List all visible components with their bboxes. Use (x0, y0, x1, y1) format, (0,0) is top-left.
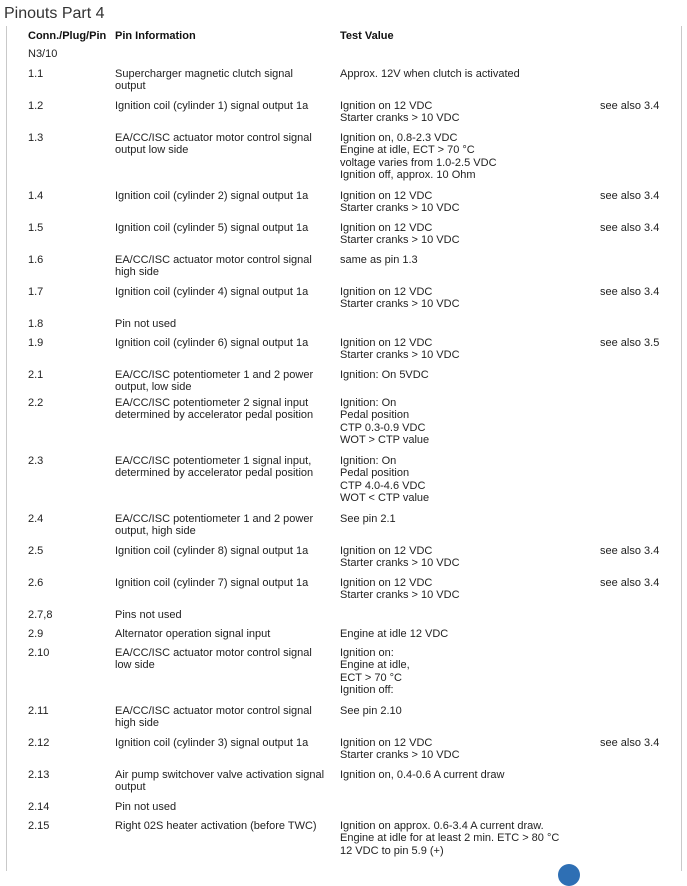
see-also-reference: see also 3.4 (600, 545, 660, 557)
column-header-pin: Conn./Plug/Pin (28, 30, 107, 42)
test-value-line: Ignition off, approx. 10 Ohm (340, 169, 476, 182)
scroll-to-top-button[interactable] (558, 864, 580, 886)
pin-number: 1.2 (28, 100, 44, 112)
test-value-line: Ignition on 12 VDC (340, 100, 433, 112)
test-value-line: Starter cranks > 10 VDC (340, 202, 460, 215)
pin-information (115, 820, 335, 832)
test-value (340, 100, 598, 125)
pin-information (115, 801, 335, 813)
test-value-line: Starter cranks > 10 VDC (340, 234, 460, 247)
pin-number: 2.10 (28, 647, 50, 659)
pin-information-line: determined by accelerator pedal position (115, 409, 314, 422)
pin-information-line: Ignition coil (cylinder 6) signal output 1a (115, 337, 309, 349)
pin-information-line: output (115, 781, 146, 794)
pin-information-line: Ignition coil (cylinder 8) signal output 1a (115, 545, 309, 557)
pin-number: 2.15 (28, 820, 50, 832)
test-value-line: Ignition: On (340, 455, 397, 467)
pin-information (115, 647, 335, 672)
pin-number: 1.6 (28, 254, 44, 266)
pin-information-line: EA/CC/ISC potentiometer 2 signal input (115, 397, 309, 409)
pin-information-line: EA/CC/ISC potentiometer 1 and 2 power (115, 369, 314, 381)
test-value-line: ECT > 70 °C (340, 671, 402, 684)
test-value (340, 628, 598, 640)
pin-information-line: Air pump switchover valve activation signal (115, 769, 325, 781)
pin-information-line: high side (115, 266, 160, 279)
test-value-line: WOT < CTP value (340, 492, 430, 505)
test-value (340, 222, 598, 247)
pin-number: 2.2 (28, 397, 44, 409)
test-value-line: Ignition on 12 VDC (340, 222, 433, 234)
pin-information-line: output, high side (115, 525, 196, 538)
test-value (340, 769, 598, 781)
test-value-line: Engine at idle 12 VDC (340, 628, 449, 640)
test-value-line: Starter cranks > 10 VDC (340, 298, 460, 311)
test-value-line: Starter cranks > 10 VDC (340, 112, 460, 125)
pin-information-line: Ignition coil (cylinder 2) signal output 1a (115, 190, 309, 202)
test-value (340, 647, 598, 697)
pin-information-line: Ignition coil (cylinder 5) signal output 1a (115, 222, 309, 234)
pin-information (115, 318, 335, 330)
connector-label: N3/10 (28, 48, 58, 60)
column-header-info: Pin Information (115, 30, 196, 42)
test-value-line: Ignition on 12 VDC (340, 545, 433, 557)
pin-information-line: Pins not used (115, 609, 182, 621)
test-value (340, 254, 598, 266)
pin-information-line: high side (115, 717, 160, 730)
pin-information-line: EA/CC/ISC actuator motor control signal (115, 647, 312, 659)
pin-information-line: Ignition coil (cylinder 4) signal output 1a (115, 286, 309, 298)
pin-information-line: Alternator operation signal input (115, 628, 271, 640)
pin-information-line: low side (115, 659, 155, 672)
pin-information (115, 222, 335, 234)
pin-information (115, 628, 335, 640)
pin-number: 1.8 (28, 318, 44, 330)
see-also-reference: see also 3.4 (600, 286, 660, 298)
pin-information (115, 190, 335, 202)
pin-number: 2.11 (28, 705, 49, 717)
test-value-line: Pedal position (340, 467, 410, 480)
test-value-line: CTP 4.0-4.6 VDC (340, 479, 426, 492)
test-value-line: 12 VDC to pin 5.9 (+) (340, 844, 444, 857)
test-value-line: Ignition: On (340, 397, 397, 409)
pin-information-line: EA/CC/ISC potentiometer 1 signal input, (115, 455, 312, 467)
pin-information-line: determined by accelerator pedal position (115, 467, 314, 480)
test-value-line: Ignition on 12 VDC (340, 737, 433, 749)
test-value (340, 513, 598, 525)
pin-number: 2.6 (28, 577, 44, 589)
pin-information (115, 769, 335, 794)
pin-information (115, 609, 335, 621)
pin-information (115, 545, 335, 557)
test-value-line: Ignition on, 0.8-2.3 VDC (340, 132, 458, 144)
test-value (340, 737, 598, 762)
test-value-line: Ignition on 12 VDC (340, 190, 433, 202)
pin-number: 2.5 (28, 545, 44, 557)
test-value (340, 132, 598, 182)
pin-information-line: EA/CC/ISC actuator motor control signal (115, 705, 312, 717)
test-value-line: Ignition off: (340, 684, 394, 697)
column-header-test: Test Value (340, 30, 394, 42)
see-also-reference: see also 3.4 (600, 100, 660, 112)
test-value-line: voltage varies from 1.0-2.5 VDC (340, 156, 497, 169)
pinout-table (6, 26, 682, 871)
pin-number: 2.4 (28, 513, 44, 525)
pin-information (115, 513, 335, 538)
pin-information-line: Pin not used (115, 318, 177, 330)
test-value-line: Ignition on 12 VDC (340, 577, 433, 589)
test-value (340, 190, 598, 215)
test-value (340, 705, 598, 717)
test-value-line: Ignition on 12 VDC (340, 286, 433, 298)
test-value-line: Ignition on, 0.4-0.6 A current draw (340, 769, 505, 781)
pin-information (115, 455, 335, 480)
pin-information (115, 286, 335, 298)
page-title: Pinouts Part 4 (4, 5, 105, 22)
pin-information-line: Ignition coil (cylinder 1) signal output 1a (115, 100, 309, 112)
test-value-line: Ignition on 12 VDC (340, 337, 433, 349)
test-value-line: WOT > CTP value (340, 434, 430, 447)
test-value-line: Starter cranks > 10 VDC (340, 749, 460, 762)
pin-number: 2.9 (28, 628, 44, 640)
pin-number: 2.14 (28, 801, 50, 813)
pin-number: 1.7 (28, 286, 44, 298)
test-value-line: Pedal position (340, 409, 410, 422)
test-value-line: Approx. 12V when clutch is activated (340, 68, 520, 80)
test-value-line: Starter cranks > 10 VDC (340, 557, 460, 570)
test-value-line: same as pin 1.3 (340, 254, 418, 266)
test-value-line: Starter cranks > 10 VDC (340, 589, 460, 602)
pin-information-line: Pin not used (115, 801, 177, 813)
pin-number: 1.1 (28, 68, 44, 80)
pin-information-line: Supercharger magnetic clutch signal (115, 68, 293, 80)
test-value (340, 545, 598, 570)
pin-number: 2.13 (28, 769, 50, 781)
pin-information (115, 577, 335, 589)
pin-information (115, 705, 335, 730)
test-value-line: Engine at idle, (340, 659, 410, 672)
pin-information (115, 397, 335, 422)
test-value (340, 286, 598, 311)
test-value-line: CTP 0.3-0.9 VDC (340, 421, 426, 434)
pin-information-line: Ignition coil (cylinder 7) signal output 1a (115, 577, 309, 589)
pin-information-line: output, low side (115, 381, 192, 394)
pin-information-line: EA/CC/ISC actuator motor control signal (115, 132, 312, 144)
test-value-line: Ignition on approx. 0.6-3.4 A current draw. (340, 820, 544, 832)
see-also-reference: see also 3.4 (600, 190, 660, 202)
test-value-line: Ignition: On 5VDC (340, 369, 429, 381)
pin-information (115, 369, 335, 394)
pin-number: 2.3 (28, 455, 44, 467)
see-also-reference: see also 3.4 (600, 577, 660, 589)
pin-number: 2.12 (28, 737, 50, 749)
pin-information (115, 100, 335, 112)
pin-information-line: output (115, 80, 146, 93)
see-also-reference: see also 3.4 (600, 737, 660, 749)
pin-number: 1.3 (28, 132, 44, 144)
pin-information (115, 337, 335, 349)
pin-number: 1.9 (28, 337, 44, 349)
test-value-line: See pin 2.1 (340, 513, 396, 525)
pin-information-line: EA/CC/ISC actuator motor control signal (115, 254, 312, 266)
pin-information (115, 254, 335, 279)
test-value (340, 455, 598, 505)
see-also-reference: see also 3.5 (600, 337, 660, 349)
test-value-line: Engine at idle, ECT > 70 °C (340, 144, 475, 157)
test-value (340, 337, 598, 362)
pin-number: 2.7,8 (28, 609, 53, 621)
test-value-line: See pin 2.10 (340, 705, 402, 717)
pin-information-line: Ignition coil (cylinder 3) signal output 1a (115, 737, 309, 749)
pin-information-line: EA/CC/ISC potentiometer 1 and 2 power (115, 513, 314, 525)
pin-number: 1.4 (28, 190, 44, 202)
pin-number: 1.5 (28, 222, 44, 234)
test-value (340, 820, 598, 857)
test-value (340, 577, 598, 602)
pin-number: 2.1 (28, 369, 44, 381)
pin-information (115, 132, 335, 157)
test-value (340, 68, 598, 80)
test-value (340, 369, 598, 381)
test-value-line: Ignition on: (340, 647, 394, 659)
see-also-reference: see also 3.4 (600, 222, 660, 234)
pin-information (115, 68, 335, 93)
pin-information-line: Right 02S heater activation (before TWC) (115, 820, 317, 832)
test-value-line: Starter cranks > 10 VDC (340, 349, 460, 362)
test-value-line: Engine at idle for at least 2 min. ETC > 80 °C (340, 832, 560, 845)
pin-information (115, 737, 335, 749)
test-value (340, 397, 598, 447)
pin-information-line: output low side (115, 144, 189, 157)
